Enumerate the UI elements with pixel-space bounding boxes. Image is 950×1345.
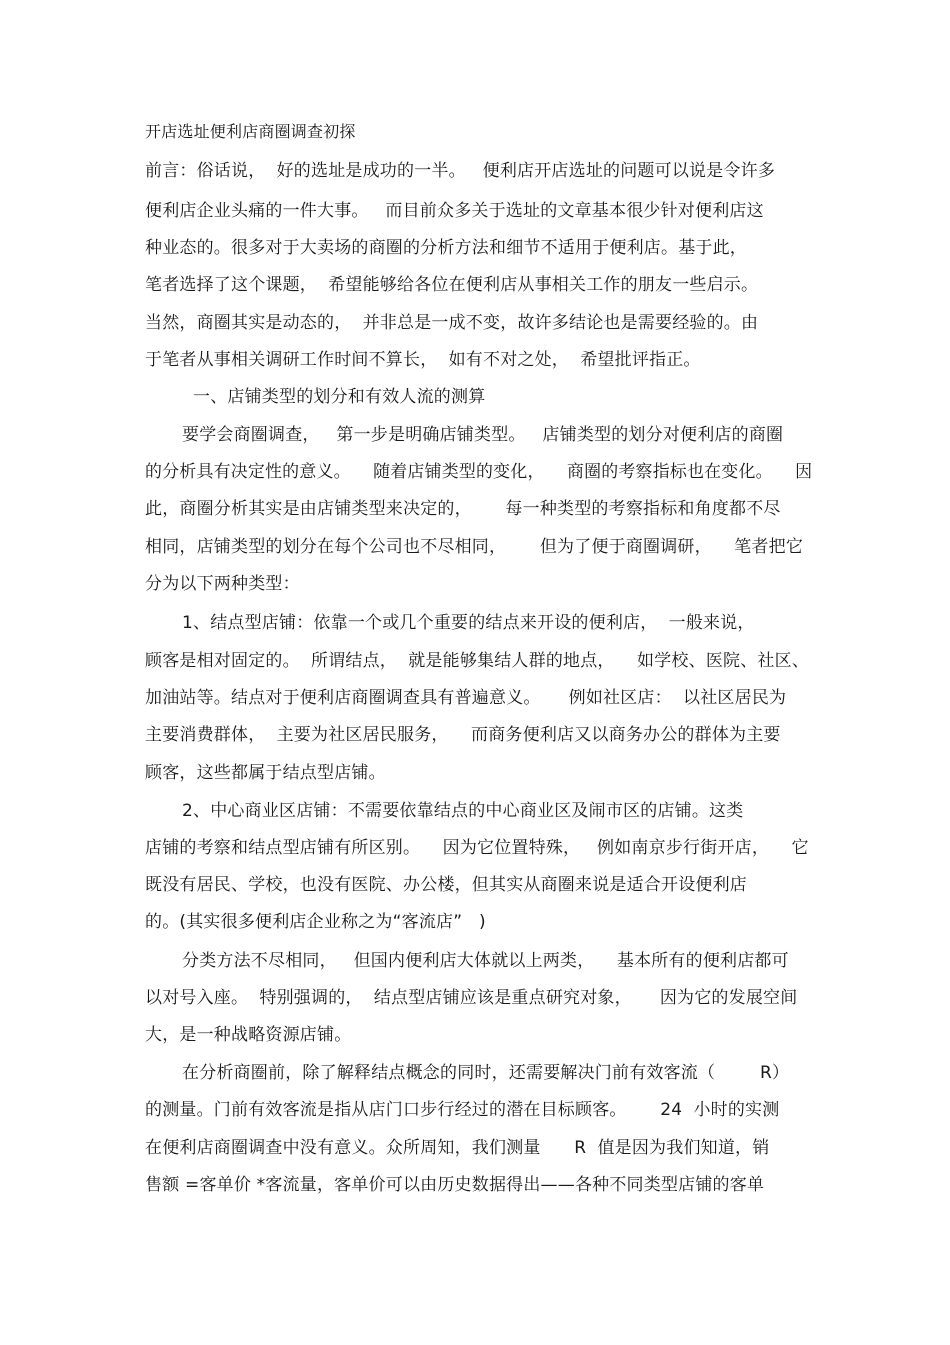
- paragraph-line: 分为以下两种类型：: [145, 574, 300, 594]
- paragraph-line: 主要消费群体， 主要为社区居民服务， 而商务便利店又以商务办公的群体为主要: [145, 725, 781, 745]
- paragraph-line: 的。(其实很多便利店企业称之为“客流店” ): [145, 912, 486, 932]
- paragraph-line: 此，商圈分析其实是由店铺类型来决定的， 每一种类型的考察指标和角度都不尽: [145, 499, 781, 519]
- paragraph-line: 大，是一种战略资源店铺。: [145, 1025, 352, 1045]
- paragraph-line: 相同，店铺类型的划分在每个公司也不尽相同， 但为了便于商圈调研， 笔者把它: [145, 537, 804, 557]
- intro-line: 当然，商圈其实是动态的， 并非总是一成不变，故许多结论也是需要经验的。由: [145, 313, 759, 333]
- paragraph-line: 顾客，这些都属于结点型店铺。: [145, 763, 386, 783]
- paragraph-line: 既没有居民、学校，也没有医院、办公楼，但其实从商圈来说是适合开设便利店: [145, 875, 747, 895]
- paragraph-line: 加油站等。结点对于便利店商圈调查具有普遍意义。 例如社区店： 以社区居民为: [145, 688, 787, 708]
- paragraph-line: 售额 =客单价 *客流量，客单价可以由历史数据得出——各种不同类型店铺的客单: [145, 1175, 765, 1195]
- intro-line: 于笔者从事相关调研工作时间不算长， 如有不对之处， 希望批评指正。: [145, 350, 701, 370]
- paragraph-line: 1、结点型店铺：依靠一个或几个重要的结点来开设的便利店， 一般来说，: [182, 613, 755, 633]
- paragraph-line: 的分析具有决定性的意义。 随着店铺类型的变化， 商圈的考察指标也在变化。 因: [145, 462, 813, 482]
- intro-line: 笔者选择了这个课题， 希望能够给各位在便利店从事相关工作的朋友一些启示。: [145, 275, 759, 295]
- paragraph-line: 在便利店商圈调查中没有意义。众所周知，我们测量 R 值是因为我们知道，销: [145, 1138, 770, 1158]
- paragraph-line: 在分析商圈前，除了解释结点概念的同时，还需要解决门前有效客流（ R）: [182, 1063, 790, 1083]
- paragraph-line: 要学会商圈调查， 第一步是明确店铺类型。 店铺类型的划分对便利店的商圈: [182, 425, 784, 445]
- intro-line: 种业态的。很多对于大卖场的商圈的分析方法和细节不适用于便利店。基于此，: [145, 238, 747, 258]
- paragraph-line: 顾客是相对固定的。 所谓结点， 就是能够集结人群的地点， 如学校、医院、社区、: [145, 651, 810, 671]
- intro-line: 前言：俗话说， 好的选址是成功的一半。 便利店开店选址的问题可以说是令许多: [145, 161, 776, 181]
- paragraph-line: 以对号入座。 特别强调的， 结点型店铺应该是重点研究对象， 因为它的发展空间: [145, 988, 798, 1008]
- paragraph-line: 店铺的考察和结点型店铺有所区别。 因为它位置特殊， 例如南京步行街开店， 它: [145, 838, 809, 858]
- paragraph-line: 的测量。门前有效客流是指从店门口步行经过的潜在目标顾客。 24 小时的实测: [145, 1100, 780, 1120]
- section-heading: 一、店铺类型的划分和有效人流的测算: [193, 387, 486, 407]
- paragraph-line: 2、中心商业区店铺：不需要依靠结点的中心商业区及闹市区的店铺。这类: [182, 801, 744, 821]
- document-title: 开店选址便利店商圈调查初探: [145, 122, 356, 141]
- paragraph-line: 分类方法不尽相同， 但国内便利店大体就以上两类， 基本所有的便利店都可: [182, 951, 789, 971]
- intro-line: 便利店企业头痛的一件大事。 而目前众多关于选址的文章基本很少针对便利店这: [145, 201, 764, 221]
